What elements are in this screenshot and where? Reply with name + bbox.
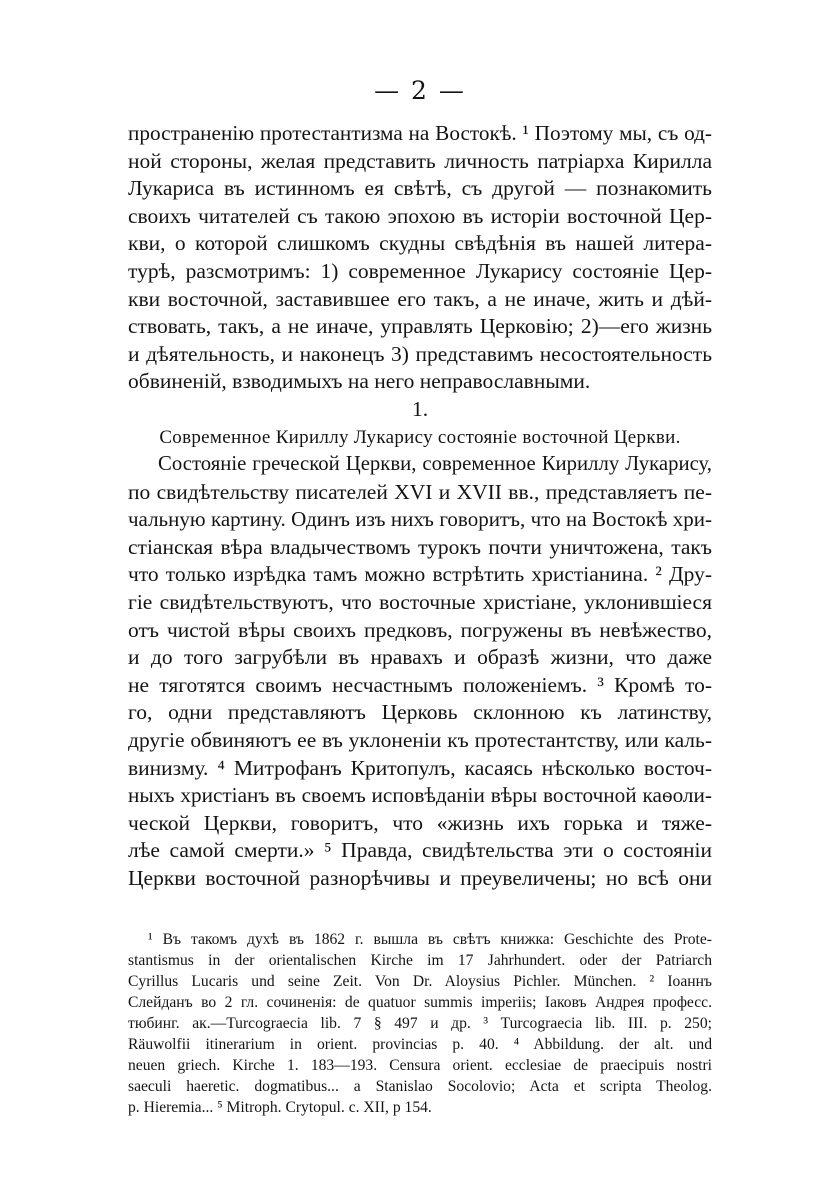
text-line: Церкви восточной разнорѣчивы и преувеличены; но всѣ они — [128, 865, 712, 890]
footnote-line: saeculi haeretic. dogmatibus... a Stanislao Socolovio; Acta et scripta Theolog. — [128, 1078, 712, 1095]
footnote-line: Räuwolfii itinerarium in orient. provincias p. 40. ⁴ Abbildung. der alt. und — [128, 1036, 712, 1053]
footnotes — [128, 929, 712, 1118]
text-line: ческой Церкви, говоритъ, что «жизнь ихъ горька и тяже- — [128, 810, 712, 835]
text-line: не тяготятся своимъ несчастнымъ положеніемъ. ³ Кромѣ то- — [128, 672, 712, 697]
text-line: кви восточной, заставившее его такъ, а не иначе, жить и дѣй- — [128, 286, 712, 311]
text-line: другіе обвиняютъ ее въ уклоненіи къ протестантству, или каль- — [128, 727, 712, 752]
text-line: кви, о которой слишкомъ скудны свѣдѣнія въ нашей литера- — [128, 231, 712, 256]
text-line: ныхъ христіанъ въ своемъ исповѣданіи вѣры восточной каѳоли- — [128, 783, 712, 808]
footnote-line: p. Hieremia... ⁵ Mitroph. Crytopul. c. XII, p 154. — [128, 1099, 432, 1116]
opening-paragraph — [128, 120, 712, 451]
text-line: стіанская вѣра владычествомъ турокъ почти уничтожена, такъ — [128, 534, 712, 559]
footnote-line: тюбинг. ак.—Turcograecia lib. 7 § 497 и др. ³ Turcograecia lib. III. p. 250; — [128, 1015, 712, 1032]
text-line: своихъ читателей съ такою эпохою въ исторіи восточной Цер- — [128, 203, 712, 228]
text-line: гіе свидѣтельствуютъ, что восточные христіане, уклонившіеся — [128, 589, 712, 614]
text-line: и дѣятельность, и наконецъ 3) представимъ несостоятельность — [128, 341, 712, 366]
text-line: пространенію протестантизма на Востокѣ. ¹ Поэтому мы, съ од- — [128, 121, 712, 145]
section-paragraph — [128, 451, 712, 893]
text-line: по свидѣтельству писателей XVI и XVII вв., представляетъ пе- — [128, 479, 712, 504]
text-line: турѣ, разсмотримъ: 1) современное Лукарису состояніе Цер- — [128, 258, 712, 283]
text-line: винизму. ⁴ Митрофанъ Критопулъ, касаясь нѣсколько восточ- — [128, 755, 712, 780]
footnote-line: neuen griech. Kirche 1. 183—193. Censura orient. ecclesiae de praecipuis nostri — [128, 1057, 712, 1074]
text-line: лѣе самой смерти.» ⁵ Правда, свидѣтельства эти о состояніи — [128, 838, 712, 863]
text-line: ной стороны, желая представить личность патріарха Кирилла — [128, 148, 712, 173]
text-line: что только изрѣдка тамъ можно встрѣтить христіанина. ² Дру- — [128, 562, 712, 587]
footnote-line: stantismus in der orientalischen Kirche im 17 Jahrhundert. oder der Patriarch — [128, 952, 712, 969]
text-line: ствовать, такъ, а не иначе, управлять Церковію; 2)—его жизнь — [128, 314, 712, 339]
text-line: и до того загрубѣли въ нравахъ и образѣ жизни, что даже — [128, 645, 712, 670]
text-line: Лукариса въ истинномъ ея свѣтѣ, съ другой — познакомить — [128, 176, 712, 201]
footnote-line: Слейданъ во 2 гл. сочиненія: de quatuor summis imperiis; Іаковъ Андрея професс. — [128, 994, 712, 1011]
text-line: чальную картину. Одинъ изъ нихъ говоритъ, что на Востокѣ хри- — [128, 507, 712, 532]
text-line: го, одни представляютъ Церковь склонною къ латинству, — [128, 700, 712, 725]
footnote-line: ¹ Въ такомъ духѣ въ 1862 г. вышла въ свѣтъ книжка: Geschichte des Prote- — [148, 931, 712, 948]
text-line: обвиненій, взводимыхъ на него неправославными. — [128, 369, 591, 394]
page-number: — 2 — — [374, 76, 466, 105]
footnote-line: Cyrillus Lucaris und seine Zeit. Von Dr. Aloysius Pichler. München. ² Іоаннъ — [128, 973, 712, 990]
text-line: отъ чистой вѣры своихъ предковъ, погружены въ невѣжество, — [128, 617, 712, 642]
section-heading: Современное Кириллу Лукарису состояніе восточной Церкви. — [159, 426, 681, 448]
section-number: 1. — [411, 396, 429, 421]
text-line: Состояніе греческой Церкви, современное Кириллу Лукарису, — [158, 453, 712, 475]
